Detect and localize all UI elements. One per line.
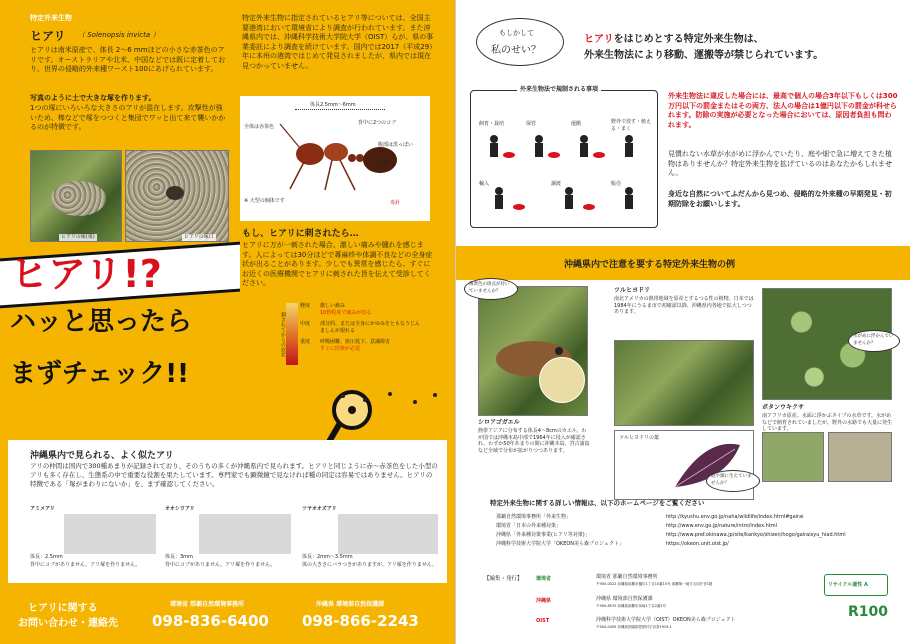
headline-3: まずチェック!! bbox=[10, 359, 189, 389]
act-label: 販売 bbox=[611, 181, 622, 187]
contact-bar bbox=[0, 588, 455, 644]
act-label: 輸入 bbox=[479, 181, 490, 187]
right-page bbox=[455, 0, 910, 644]
link-okinawa-pref[interactable]: http://www.pref.okinawa.jp/site/kankyo/shizen/hogo/gairaisyu_hiad.html bbox=[666, 532, 846, 538]
species-name: ヒアリ bbox=[30, 29, 66, 43]
logo-okinawa: 沖縄県 bbox=[536, 598, 552, 604]
fire-ant-mound-photo bbox=[30, 150, 122, 242]
link-row: 沖縄県「外来種対策事業(ヒアリ等対策)」 http://www.pref.okinawa.jp/site/kankyo/shizen/hogo/gairaisyu_hiad.html bbox=[496, 532, 896, 541]
aware-text: 見慣れない水草が水がめに浮かんでいたり、庭や畑で急に増えてきた植物はありませんか？特定外来生物を拡げているのはあなたかもしれません。 bbox=[668, 150, 892, 177]
publisher-2-address: 〒900-8570 沖縄県那覇市泉崎1丁目2番2号 bbox=[596, 604, 667, 608]
similar-text: アリの仲間は国内で300種あまりが記録されており、そのうちの多くが沖縄県内で見られます。ヒアリと同じように赤～赤茶色をした小型のアリも多く存在し、生態系の中で重要な役割を果たしています。専門家でも顕微鏡で見なければ種の同定は容易ではありません。ヒアリの特徴である「塚がまわりにないか」を、まず確認してください。 bbox=[30, 462, 438, 488]
severity-axis-label: 刺されてからの症状 bbox=[280, 312, 286, 357]
main-title-line2: 外来生物法により移動、運搬等が禁じられています。 bbox=[584, 50, 824, 61]
act-label: 野外で放す・植える・まく bbox=[611, 119, 652, 132]
publisher-2: 沖縄県 環境部自然保護課 bbox=[596, 596, 653, 602]
diagram-label-body: 全体は赤茶色 bbox=[244, 124, 275, 130]
link-naha-office[interactable]: http://kyushu.env.go.jp/naha/wildlife/index.html#gairai bbox=[666, 514, 804, 520]
main-title: ヒアリをはじめとする特定外来生物は、 bbox=[584, 34, 764, 45]
diagram-label-hump: 背中に2つのコブ bbox=[358, 120, 397, 126]
act-label: 保管 bbox=[526, 121, 537, 127]
lettuce-text: 南アフリカ原産。水面に浮かぶタイプの水草です。水がめなどで飼育されていましたが、野外の水路でも大量に発生しています。 bbox=[762, 413, 893, 432]
diagram-scale-note: ※ 大型の個体です bbox=[244, 198, 285, 204]
fire-ant-hole-photo bbox=[125, 150, 229, 242]
ant-card: オオシワアリ 体長：3mm 背中にコブがありません。アリ塚を作りません。 bbox=[165, 506, 295, 578]
frog-egg-inset bbox=[539, 357, 585, 403]
vine-photo bbox=[614, 340, 754, 426]
headline-2: ハッと思ったら bbox=[10, 307, 193, 337]
link-row: 沖縄科学技術大学院大学「OKEON美ら森プロジェクト」 https://okeon.unit.oist.jp/ bbox=[496, 541, 896, 550]
ant-photo-tsuyaoozuari bbox=[338, 514, 438, 554]
phone-link-moe[interactable]: 098-836-6400 bbox=[152, 612, 269, 630]
headline-1: ヒアリ!? bbox=[10, 252, 162, 296]
top-margin bbox=[0, 0, 455, 6]
link-oist-okeon[interactable]: https://okeon.unit.oist.jp/ bbox=[666, 541, 729, 547]
nest-text: 1つの塚にいろいろな大きさのアリが混在します。攻撃性が強いため、棒などで塚をつつくと集団でワッと出て来て襲いかかるのが特徴です。 bbox=[30, 104, 226, 131]
similar-title: 沖縄県内で見られる、よく似たアリ bbox=[30, 451, 174, 461]
photo-caption-mound: ヒアリの塚(巣) bbox=[61, 234, 95, 240]
speech-vine: 庭や畑に生えていませんか？ bbox=[706, 470, 760, 492]
diagram-label-abdomen: 腹部は黒っぽい bbox=[378, 142, 414, 148]
link-moe[interactable]: http://www.env.go.jp/nature/intro/index.html bbox=[666, 523, 778, 529]
speech-bubble: もしかして 私のせい？ bbox=[476, 18, 564, 66]
early-text: 身近な自然についてふだんから見つめ、侵略的な外来種の早期発見・初期防除をお願いします。 bbox=[668, 190, 892, 208]
publisher-1: 環境省 那覇自然環境事務所 bbox=[596, 574, 658, 580]
intro-text: ヒアリは南米原産で、体長 2～6 mmほどの小さな赤茶色のアリです。オーストラリアや北米、中国などでは既に定着しており、世界の侵略的外来種ワースト100にあげられています。 bbox=[30, 46, 226, 73]
severity-gradient bbox=[286, 303, 298, 365]
r100-mark: R100 bbox=[848, 604, 889, 620]
logo-moe: 環境省 bbox=[536, 576, 552, 582]
severity-row: 重度 呼吸困難、血圧低下、意識障害 すぐに医療が必要 bbox=[300, 339, 391, 352]
links-title: 特定外来生物に関する詳しい情報は、以下のホームページをご覧ください bbox=[490, 499, 705, 507]
severity-row: 軽度 激しい痛み 10秒程度で痛みが出る bbox=[300, 303, 372, 316]
frog-name: シロアゴガエル bbox=[478, 419, 520, 426]
publisher-label: 【編集・発行】 bbox=[484, 576, 523, 582]
vine-name: ツルヒヨドリ bbox=[614, 287, 651, 294]
act-label: 運搬 bbox=[571, 121, 582, 127]
speech-lettuce: 水がめに浮かんでいませんか？ bbox=[848, 330, 900, 352]
diagram-label-nodes: 2節 bbox=[380, 160, 389, 166]
link-list bbox=[496, 514, 896, 550]
fire-ant-diagram bbox=[240, 96, 430, 221]
severity-row: 中度 部分的、または全身にかゆみをともなうじんましんが現れる bbox=[300, 321, 421, 334]
diagram-length: 体長2.5mm～6mm bbox=[310, 102, 356, 108]
publisher-1-address: 〒900-0022 沖縄県那覇市樋川1丁目15番15号 那覇第一地方合同庁舎1階 bbox=[596, 582, 713, 586]
act-label: 飼育・栽培 bbox=[479, 121, 505, 127]
ant-trail-icon bbox=[335, 388, 445, 400]
severity-list bbox=[300, 303, 420, 352]
contact-label-2: お問い合わせ・連絡先 bbox=[18, 618, 118, 629]
law-box: 外来生物法で規制される事項 飼育・栽培 保管 運搬 野外で放す・植える・まく 輸入 譲渡 販売 bbox=[470, 90, 658, 228]
ant-photo-ooshiwaari bbox=[199, 514, 291, 554]
contact-org-2: 沖縄県 環境部自然保護課 bbox=[316, 601, 385, 608]
link-row: 環境省「日本の外来種対策」 http://www.env.go.jp/nature/intro/index.html bbox=[496, 523, 896, 532]
scientific-name: （ Solenopsis invicta ） bbox=[78, 31, 160, 39]
vine-caption: ツルヒヨドリの葉 bbox=[619, 435, 660, 441]
act-label: 譲渡 bbox=[551, 181, 562, 187]
frog-photo bbox=[478, 286, 588, 416]
prohibited-acts-icon bbox=[479, 131, 651, 219]
sting-text: ヒアリに万が一刺された場合、激しい痛みや腫れを感じます。人によっては30分ほどで蕁麻疹や体調不良などの全身症状が出ることがあります。少しでも異常を感じたら、すぐにお近くの医療機関でヒアリに刺された旨を伝えて受診してください。 bbox=[242, 241, 433, 287]
penalty-text: 外来生物法に違反した場合には、最高で個人の場合3年以下もしくは300万円以下の罰金またはその両方、法人の場合は1億円以下の罰金が科せられます。防除の実施が必要となった場合においては、原因者負担も問われます。 bbox=[668, 92, 898, 129]
publisher-3: 沖縄科学技術大学院大学（OIST）OKEON美ら森プロジェクト bbox=[596, 617, 736, 623]
survey-text: 特定外来生物に指定されているヒアリ等については、全国主要港湾において環境省により調査が行われています。また沖縄県内では、沖縄科学技術大学院大学（OIST）らが、県の事業委託により調査を続けています。国内では2017（平成29）年に本州の港湾ではじめて発見されましたが、県内では現在見つかっていません。 bbox=[242, 14, 437, 70]
phone-link-pref[interactable]: 098-866-2243 bbox=[302, 612, 419, 630]
speech-frog: 薄黄色の斑点が付いていませんか？ bbox=[464, 278, 518, 300]
publisher-3-address: 〒904-0495 沖縄県国頭郡恩納村字谷茶1919-1 bbox=[596, 625, 672, 629]
logo-oist: OIST bbox=[536, 618, 550, 624]
contact-org-1: 環境省 那覇自然環境事務所 bbox=[170, 601, 245, 608]
recycle-mark: リサイクル適性 A bbox=[824, 574, 888, 596]
link-row: 那覇自然環境事務所「外来生物」 http://kyushu.env.go.jp/naha/wildlife/index.html#gairai bbox=[496, 514, 896, 523]
lettuce-name: ボタンウキクサ bbox=[762, 404, 805, 411]
ant-photo-amimeari bbox=[64, 514, 156, 554]
water-jar-photo-2 bbox=[828, 432, 892, 482]
diagram-label-stinger: 毒針 bbox=[390, 200, 401, 206]
nest-heading: 写真のように土で大きな塚を作ります。 bbox=[30, 94, 156, 102]
contact-label-1: ヒアリに関する bbox=[28, 603, 98, 614]
photo-caption-hole: ヒアリの塚口 bbox=[184, 234, 214, 240]
species-banner: 沖縄県内で注意を要する特定外来生物の例 bbox=[456, 246, 910, 280]
vine-text: 南北アメリカの熱帯地域を原産とするつる性の植物。日本では1984年にうるま市で初確認以降、沖縄県内各地で拡大しつつあります。 bbox=[614, 296, 754, 315]
tag-label: 特定外来生物 bbox=[30, 14, 72, 22]
ant-card: ツヤオオズアリ 体長：2mm～3.5mm 体の大きさにバラつきがありますが、アリ塚を作りません。 bbox=[302, 506, 438, 568]
water-jar-photo-1 bbox=[762, 432, 824, 482]
sting-title: もし、ヒアリに刺されたら… bbox=[242, 229, 359, 239]
ant-card: アミメアリ 体長：2.5mm 背中にコブがありません。アリ塚を作りません。 bbox=[30, 506, 160, 578]
frog-text: 熱帯アジアに分布する体長4～8cmのカエル。わが国では沖縄本島中部で1964年に侵入が確認され、わずか50年あまりの間に沖縄本島、宮古諸島など全域で分布が拡がりつつあります。 bbox=[478, 428, 590, 454]
